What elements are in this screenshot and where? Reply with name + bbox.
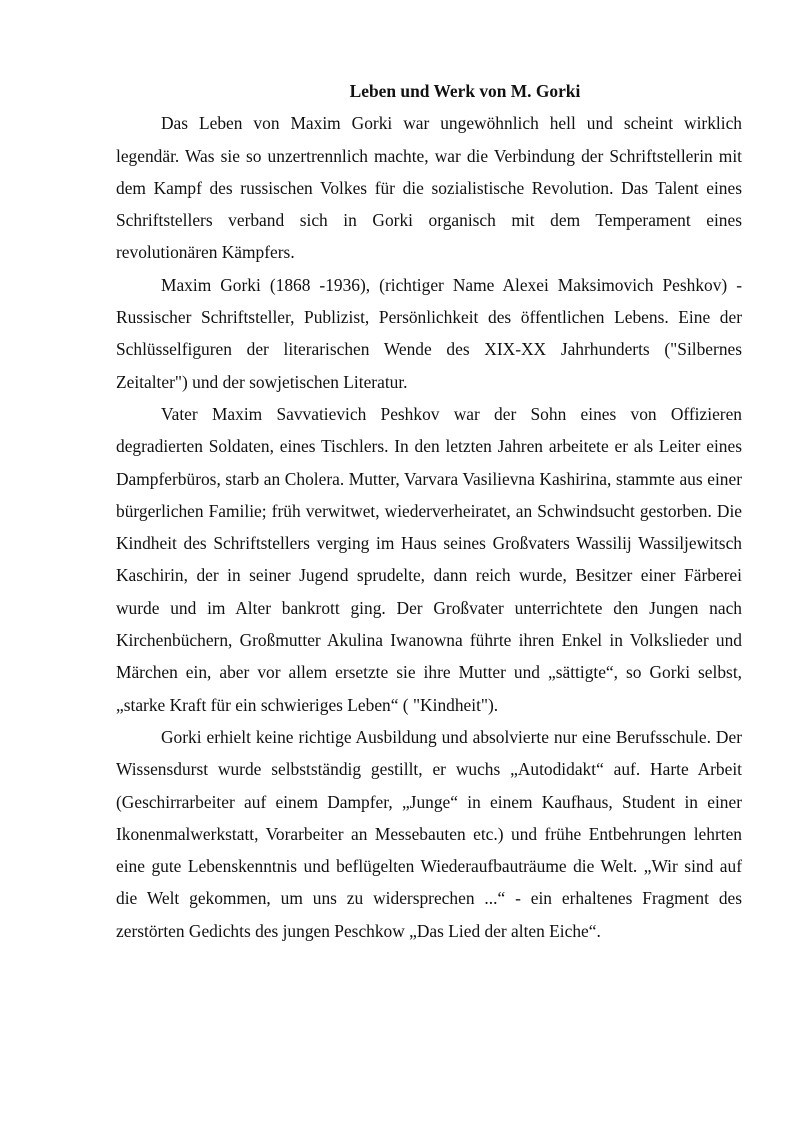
paragraph-education: Gorki erhielt keine richtige Ausbildung und absolvierte nur eine Berufsschule. Der Wissensdurst wurde selbstständig gestillt, er wuchs „Autodidakt“ auf. Harte Arbeit (Geschirrarbeiter auf einem Dampfer, „Junge“ in einem Kaufhaus, Student in einer Ikonenmalwerkstatt, Vorarbeiter an Messebauten etc.) und frühe Entbehrungen lehrten eine gute Lebenskenntnis und beflügelten Wiederaufbauträume die Welt. „Wir sind auf die Welt gekommen, um uns zu widersprechen ...“ - ein erhaltenes Fragment des zerstörten Gedichts des jungen Peschkow „Das Lied der alten Eiche“. <box>116 726 742 941</box>
paragraph-biography: Maxim Gorki (1868 -1936), (richtiger Name Alexei Maksimovich Peshkov) - Russischer Schriftsteller, Publizist, Persönlichkeit des öffentlichen Lebens. Eine der Schlüsselfiguren der literarischen Wende des XIX-XX Jahrhunderts ("Silbernes Zeitalter") und der sowjetischen Literatur. <box>116 274 742 392</box>
document-page <box>116 75 742 947</box>
document-title: Leben und Werk von M. Gorki <box>349 81 581 101</box>
paragraph-family: Vater Maxim Savvatievich Peshkov war der Sohn eines von Offizieren degradierten Soldaten, eines Tischlers. In den letzten Jahren arbeitete er als Leiter eines Dampferbüros, starb an Cholera. Mutter, Varvara Vasilievna Kashirina, stammte aus einer bürgerlichen Familie; früh verwitwet, wiederverheiratet, an Schwindsucht gestorben. Die Kindheit des Schriftstellers verging im Haus seines Großvaters Wassilij Wassiljewitsch Kaschirin, der in seiner Jugend sprudelte, dann reich wurde, Besitzer einer Färberei wurde und im Alter bankrott ging. Der Großvater unterrichtete den Jungen nach Kirchenbüchern, Großmutter Akulina Iwanowna führte ihren Enkel in Volkslieder und Märchen ein, aber vor allem ersetzte sie ihre Mutter und „sättigte“, so Gorki selbst, „starke Kraft für ein schwieriges Leben“ ( "Kindheit"). <box>116 403 742 715</box>
paragraph-intro: Das Leben von Maxim Gorki war ungewöhnlich hell und scheint wirklich legendär. Was sie so unzertrennlich machte, war die Verbindung der Schriftstellerin mit dem Kampf des russischen Volkes für die sozialistische Revolution. Das Talent eines Schriftstellers verband sich in Gorki organisch mit dem Temperament eines revolutionären Kämpfers. <box>116 113 742 263</box>
